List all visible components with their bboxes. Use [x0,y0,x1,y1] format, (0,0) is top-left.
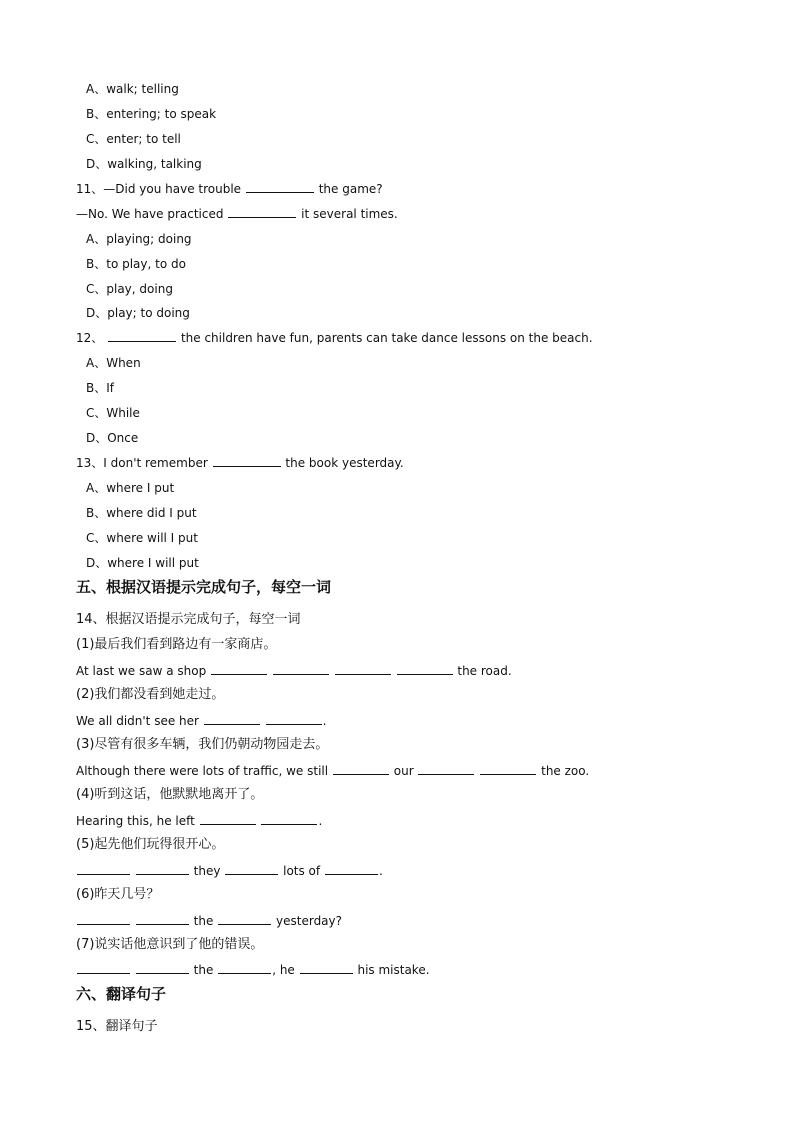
q10-option-d: D、walking, talking [86,157,202,171]
q12-option-c: C、While [86,406,140,420]
q14-item-7-text-b: , he [272,963,295,977]
q14-item-1-blank-1 [211,663,267,675]
q11-option-a: A、playing; doing [86,232,192,246]
q11-suffix: the game? [318,182,383,196]
section-6-heading: 六、翻译句子 [76,985,167,1003]
q14-item-3-text-c: the zoo. [541,764,590,778]
q14-item-6-cn: (6)昨天几号？ [76,887,160,902]
q14-item-5-text-b: lots of [283,864,321,878]
q14-item-2-blank-2 [266,713,322,725]
q14-item-7-cn: (7)说实话他意识到了他的错误。 [76,937,264,952]
q13-option-a: A、where I put [86,481,175,495]
q14-item-4-cn: (4)听到这话，他默默地离开了。 [76,787,264,802]
q14-item-1-blank-3 [335,663,391,675]
q10-option-a: A、walk; telling [86,82,179,96]
q13-suffix: the book yesterday. [285,456,404,470]
q11-option-b: B、to play, to do [86,257,186,271]
q14-item-2-blank-1 [204,713,260,725]
q14-item-4-text-a: Hearing this, he left [76,814,195,828]
section-5-heading: 五、根据汉语提示完成句子，每空一词 [76,578,332,596]
q11-answer-line [76,206,398,222]
q14-item-4-text-b: . [318,814,323,828]
q13-blank [213,455,281,467]
q14-item-3-text-a: Although there were lots of traffic, we still [76,764,329,778]
q12-prefix: 12、 [76,331,104,345]
q14-item-5-blank-1 [77,863,130,875]
q14-item-7-blank-4 [300,962,353,974]
q12-question [76,330,593,346]
q14-item-5-en [76,863,383,879]
q12-option-d: D、Once [86,431,139,445]
q15-title: 15、翻译句子 [76,1019,158,1034]
q14-item-6-blank-1 [77,913,130,925]
q14-item-2-cn: (2)我们都没看到她走过。 [76,687,225,702]
q10-option-b: B、entering; to speak [86,107,217,121]
q14-title: 14、根据汉语提示完成句子，每空一词 [76,612,301,627]
q14-item-3-blank-2 [418,763,474,775]
q12-suffix: the children have fun, parents can take dance lessons on the beach. [180,331,593,345]
q14-item-7-text-a: the [193,963,214,977]
q14-item-5-blank-4 [325,863,378,875]
q14-item-6-blank-2 [136,913,189,925]
q11-blank-1 [246,181,314,193]
q11-option-d: D、play; to doing [86,306,190,320]
q12-option-b: B、If [86,381,114,395]
q14-item-3-cn: (3)尽管有很多车辆，我们仍朝动物园走去。 [76,737,329,752]
q11-question [76,181,383,197]
q14-item-1-cn: (1)最后我们看到路边有一家商店。 [76,637,277,652]
q10-option-c: C、enter; to tell [86,132,181,146]
q11-blank-2 [228,206,296,218]
q14-item-7-en [76,962,430,978]
q11-line2-prefix: —No. We have practiced [76,207,224,221]
q14-item-6-text-a: the [193,914,214,928]
q14-item-5-text-c: . [378,864,383,878]
q14-item-7-text-c: his mistake. [357,963,430,977]
q14-item-3-blank-1 [333,763,389,775]
q14-item-3-en [76,763,589,779]
q14-item-2-en [76,713,326,729]
q13-option-b: B、where did I put [86,506,197,520]
q14-item-2-text-a: We all didn't see her [76,714,199,728]
q11-line2-suffix: it several times. [301,207,398,221]
q14-item-7-blank-3 [218,962,271,974]
q14-item-3-blank-3 [480,763,536,775]
q14-item-4-blank-2 [261,813,317,825]
q14-item-1-text-a: At last we saw a shop [76,664,207,678]
q14-item-5-blank-3 [225,863,278,875]
q14-item-3-text-b: our [393,764,414,778]
q14-item-6-en [76,913,342,929]
q12-blank [108,330,176,342]
q14-item-5-cn: (5)起先他们玩得很开心。 [76,837,225,852]
q14-item-1-blank-4 [397,663,453,675]
q11-prefix: 11、—Did you have trouble [76,182,242,196]
q13-prefix: 13、I don't remember [76,456,208,470]
q12-option-a: A、When [86,356,141,370]
q13-option-c: C、where will I put [86,531,198,545]
q14-item-6-blank-3 [218,913,271,925]
q14-item-1-blank-2 [273,663,329,675]
q14-item-4-en [76,813,322,829]
q14-item-1-text-b: the road. [457,664,512,678]
q14-item-7-blank-1 [77,962,130,974]
q14-item-1-en [76,663,512,679]
q14-item-5-text-a: they [193,864,221,878]
q14-item-6-text-b: yesterday? [276,914,343,928]
q14-item-2-text-b: . [322,714,327,728]
q14-item-5-blank-2 [136,863,189,875]
q14-item-4-blank-1 [200,813,256,825]
q13-question [76,455,404,471]
q11-option-c: C、play, doing [86,282,173,296]
q14-item-7-blank-2 [136,962,189,974]
q13-option-d: D、where I will put [86,556,199,570]
